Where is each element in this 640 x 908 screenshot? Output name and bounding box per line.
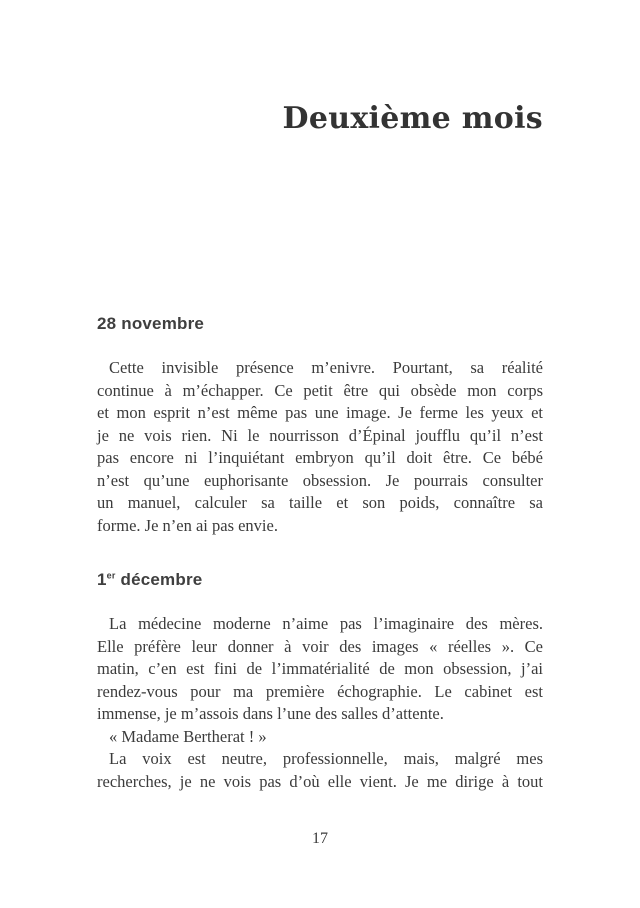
text-line: La voix est neutre, professionnelle, mais, malgré mes [109,749,543,768]
page-number: 17 [312,830,328,847]
text-line: pas encore ni l’inquiétant embryon qu’il doit être. Ce bébé [97,448,543,467]
text-line: Elle préfère leur donner à voir des images « réelles ». Ce [97,636,543,656]
text-line: La médecine moderne n’aime pas l’imaginaire des mères. [109,614,543,633]
date-heading: 1er décembre [97,570,203,589]
date-heading: 28 novembre [97,314,205,333]
text-line: un manuel, calculer sa taille et son poids, connaître sa [97,493,543,512]
text-line: matin, c’en est fini de l’immatérialité de mon obsession, j’ai [97,659,543,678]
paragraph [97,613,543,726]
text-line: « Madame Bertherat ! » [109,726,267,746]
text-line: immense, je m’assois dans l’une des salles d’attente. [97,704,444,723]
chapter-title: Deuxième mois [282,101,543,136]
text-line: Cette invisible présence m’enivre. Pourtant, sa réalité [109,358,543,377]
text-line: je ne vois rien. Ni le nourrisson d’Épinal joufflu qu’il n’est [97,425,543,445]
text-line: forme. Je n’en ai pas envie. [97,515,278,535]
date-section [97,314,543,537]
paragraph [97,726,543,749]
paragraph [97,357,543,537]
text-line: n’est qu’une euphorisante obsession. Je pourrais consulter [97,470,543,490]
text-line: continue à m’échapper. Ce petit être qui obsède mon corps [97,380,543,400]
date-section [97,570,543,793]
text-line: recherches, je ne vois pas d’où elle vient. Je me dirige à tout [97,771,543,791]
text-line: et mon esprit n’est même pas une image. Je ferme les yeux et [97,403,543,422]
ordinal-superscript: er [106,570,116,581]
sections-container [97,314,543,793]
paragraph [97,748,543,793]
text-line: rendez-vous pour ma première échographie. Le cabinet est [97,681,543,701]
